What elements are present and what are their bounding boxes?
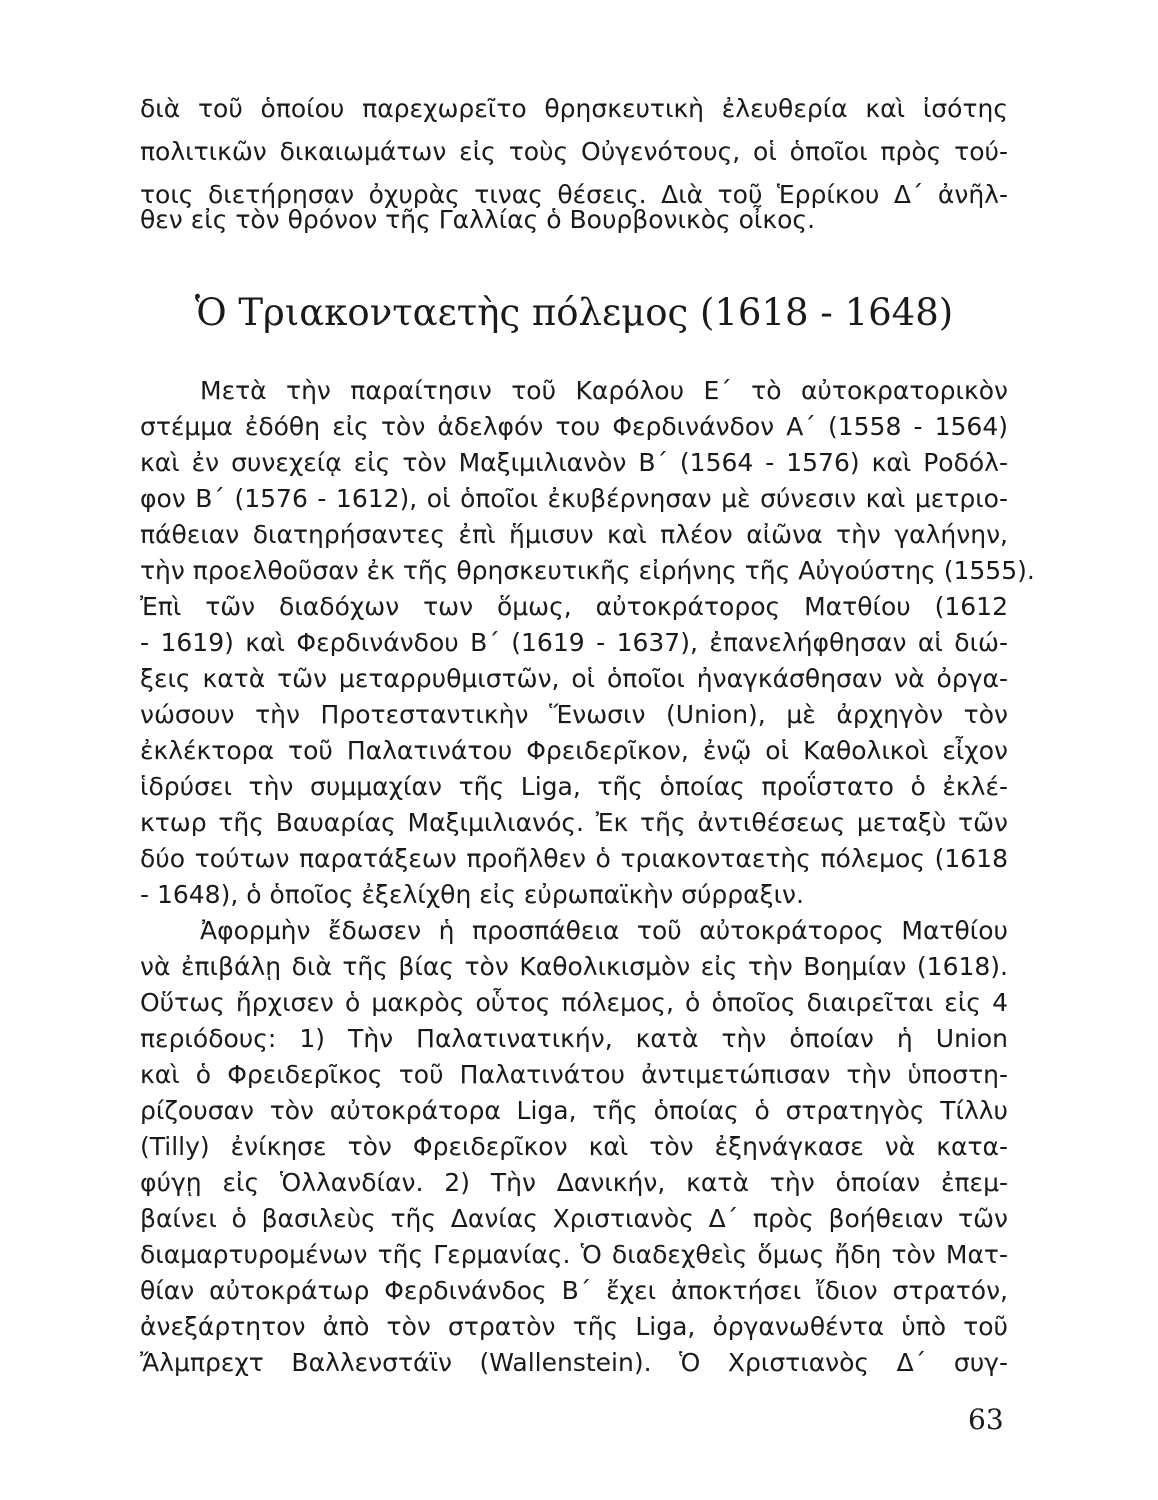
text-line: τὴν προελθοῦσαν ἐκ τῆς θρησκευτικῆς εἰρήνης τῆς Αὐγούστης (1555). bbox=[140, 556, 1035, 585]
text-line: φύγῃ εἰς Ὁλλανδίαν. 2) Τὴν Δανικήν, κατὰ τὴν ὁποίαν ἐπεμ- bbox=[140, 1168, 1008, 1197]
text-line: στέμμα ἐδόθη εἰς τὸν ἀδελφόν του Φερδινάνδον Α΄ (1558 - 1564) bbox=[140, 412, 1008, 441]
text-line: ξεις κατὰ τῶν μεταρρυθμιστῶν, οἱ ὁποῖοι ἠναγκάσθησαν νὰ ὀργα- bbox=[140, 664, 1008, 693]
text-line: θίαν αὐτοκράτωρ Φερδινάνδος Β΄ ἔχει ἀποκτήσει ἴδιον στρατόν, bbox=[140, 1276, 1008, 1305]
text-line: ἐκλέκτορα τοῦ Παλατινάτου Φρειδερῖκον, ἐνῷ οἱ Καθολικοὶ εἶχον bbox=[140, 736, 1008, 765]
text-line: νὰ ἐπιβάλῃ διὰ τῆς βίας τὸν Καθολικισμὸν εἰς τὴν Βοημίαν (1618). bbox=[140, 952, 1008, 981]
section-heading: Ὁ Τριακονταετὴς πόλεμος (1618 - 1648) bbox=[194, 291, 954, 334]
text-line: περιόδους: 1) Τὴν Παλατινατικήν, κατὰ τὴν ὁποίαν ἡ Union bbox=[140, 1024, 1008, 1053]
text-line: πάθειαν διατηρήσαντες ἐπὶ ἥμισυν καὶ πλέον αἰῶνα τὴν γαλήνην, bbox=[140, 520, 1008, 549]
text-line: διαμαρτυρομένων τῆς Γερμανίας. Ὁ διαδεχθεὶς ὅμως ἤδη τὸν Ματ- bbox=[140, 1240, 1008, 1269]
text-line: ρίζουσαν τὸν αὐτοκράτορα Liga, τῆς ὁποίας ὁ στρατηγὸς Τίλλυ bbox=[140, 1096, 1008, 1125]
text-line: νώσουν τὴν Προτεσταντικὴν Ἕνωσιν (Union), μὲ ἀρχηγὸν τὸν bbox=[140, 700, 1008, 729]
text-line: διὰ τοῦ ὁποίου παρεχωρεῖτο θρησκευτικὴ ἐλευθερία καὶ ἰσότης bbox=[140, 94, 1008, 123]
text-line: Ἀφορμὴν ἔδωσεν ἡ προσπάθεια τοῦ αὐτοκράτορος Ματθίου bbox=[200, 916, 1008, 945]
text-line: καὶ ὁ Φρειδερῖκος τοῦ Παλατινάτου ἀντιμετώπισαν τὴν ὑποστη- bbox=[140, 1060, 1008, 1089]
text-line: ἀνεξάρτητον ἀπὸ τὸν στρατὸν τῆς Liga, ὀργανωθέντα ὑπὸ τοῦ bbox=[140, 1312, 1008, 1341]
text-line: θεν εἰς τὸν θρόνον τῆς Γαλλίας ὁ Βουρβονικὸς οἶκος. bbox=[140, 205, 816, 234]
text-line: τοις διετήρησαν ὀχυρὰς τινας θέσεις. Διὰ τοῦ Ἑρρίκου Δ΄ ἀνῆλ- bbox=[140, 180, 1008, 209]
text-line: πολιτικῶν δικαιωμάτων εἰς τοὺς Οὐγενότους, οἱ ὁποῖοι πρὸς τού- bbox=[140, 137, 1008, 166]
text-line: δύο τούτων παρατάξεων προῆλθεν ὁ τριακονταετὴς πόλεμος (1618 bbox=[140, 844, 1008, 873]
text-line: (Tilly) ἐνίκησε τὸν Φρειδερῖκον καὶ τὸν ἐξηνάγκασε νὰ κατα- bbox=[140, 1132, 1008, 1161]
text-line: - 1648), ὁ ὁποῖος ἐξελίχθη εἰς εὐρωπαϊκὴν σύρραξιν. bbox=[140, 880, 804, 909]
text-line: βαίνει ὁ βασιλεὺς τῆς Δανίας Χριστιανὸς Δ΄ πρὸς βοήθειαν τῶν bbox=[140, 1204, 1008, 1233]
text-line: καὶ ἐν συνεχείᾳ εἰς τὸν Μαξιμιλιανὸν Β΄ (1564 - 1576) καὶ Ροδόλ- bbox=[140, 448, 1008, 477]
text-line: Μετὰ τὴν παραίτησιν τοῦ Καρόλου Ε΄ τὸ αὐτοκρατορικὸν bbox=[200, 376, 1008, 405]
page-number: 63 bbox=[968, 1403, 1004, 1436]
text-line: - 1619) καὶ Φερδινάνδου Β΄ (1619 - 1637), ἐπανελήφθησαν αἱ διώ- bbox=[140, 628, 1008, 657]
text-line: φον Β΄ (1576 - 1612), οἱ ὁποῖοι ἐκυβέρνησαν μὲ σύνεσιν καὶ μετριο- bbox=[140, 484, 1008, 513]
text-line: κτωρ τῆς Βαυαρίας Μαξιμιλιανός. Ἐκ τῆς ἀντιθέσεως μεταξὺ τῶν bbox=[140, 808, 1008, 837]
text-line: Ἄλμπρεχτ Βαλλενστάϊν (Wallenstein). Ὁ Χριστιανὸς Δ΄ συγ- bbox=[140, 1348, 1008, 1377]
text-line: Ἐπὶ τῶν διαδόχων των ὅμως, αὐτοκράτορος Ματθίου (1612 bbox=[140, 592, 1008, 621]
text-line: ἱδρύσει τὴν συμμαχίαν τῆς Liga, τῆς ὁποίας προΐστατο ὁ ἐκλέ- bbox=[140, 772, 1008, 801]
text-line: Οὕτως ἤρχισεν ὁ μακρὸς οὗτος πόλεμος, ὁ ὁποῖος διαιρεῖται εἰς 4 bbox=[140, 988, 1008, 1017]
